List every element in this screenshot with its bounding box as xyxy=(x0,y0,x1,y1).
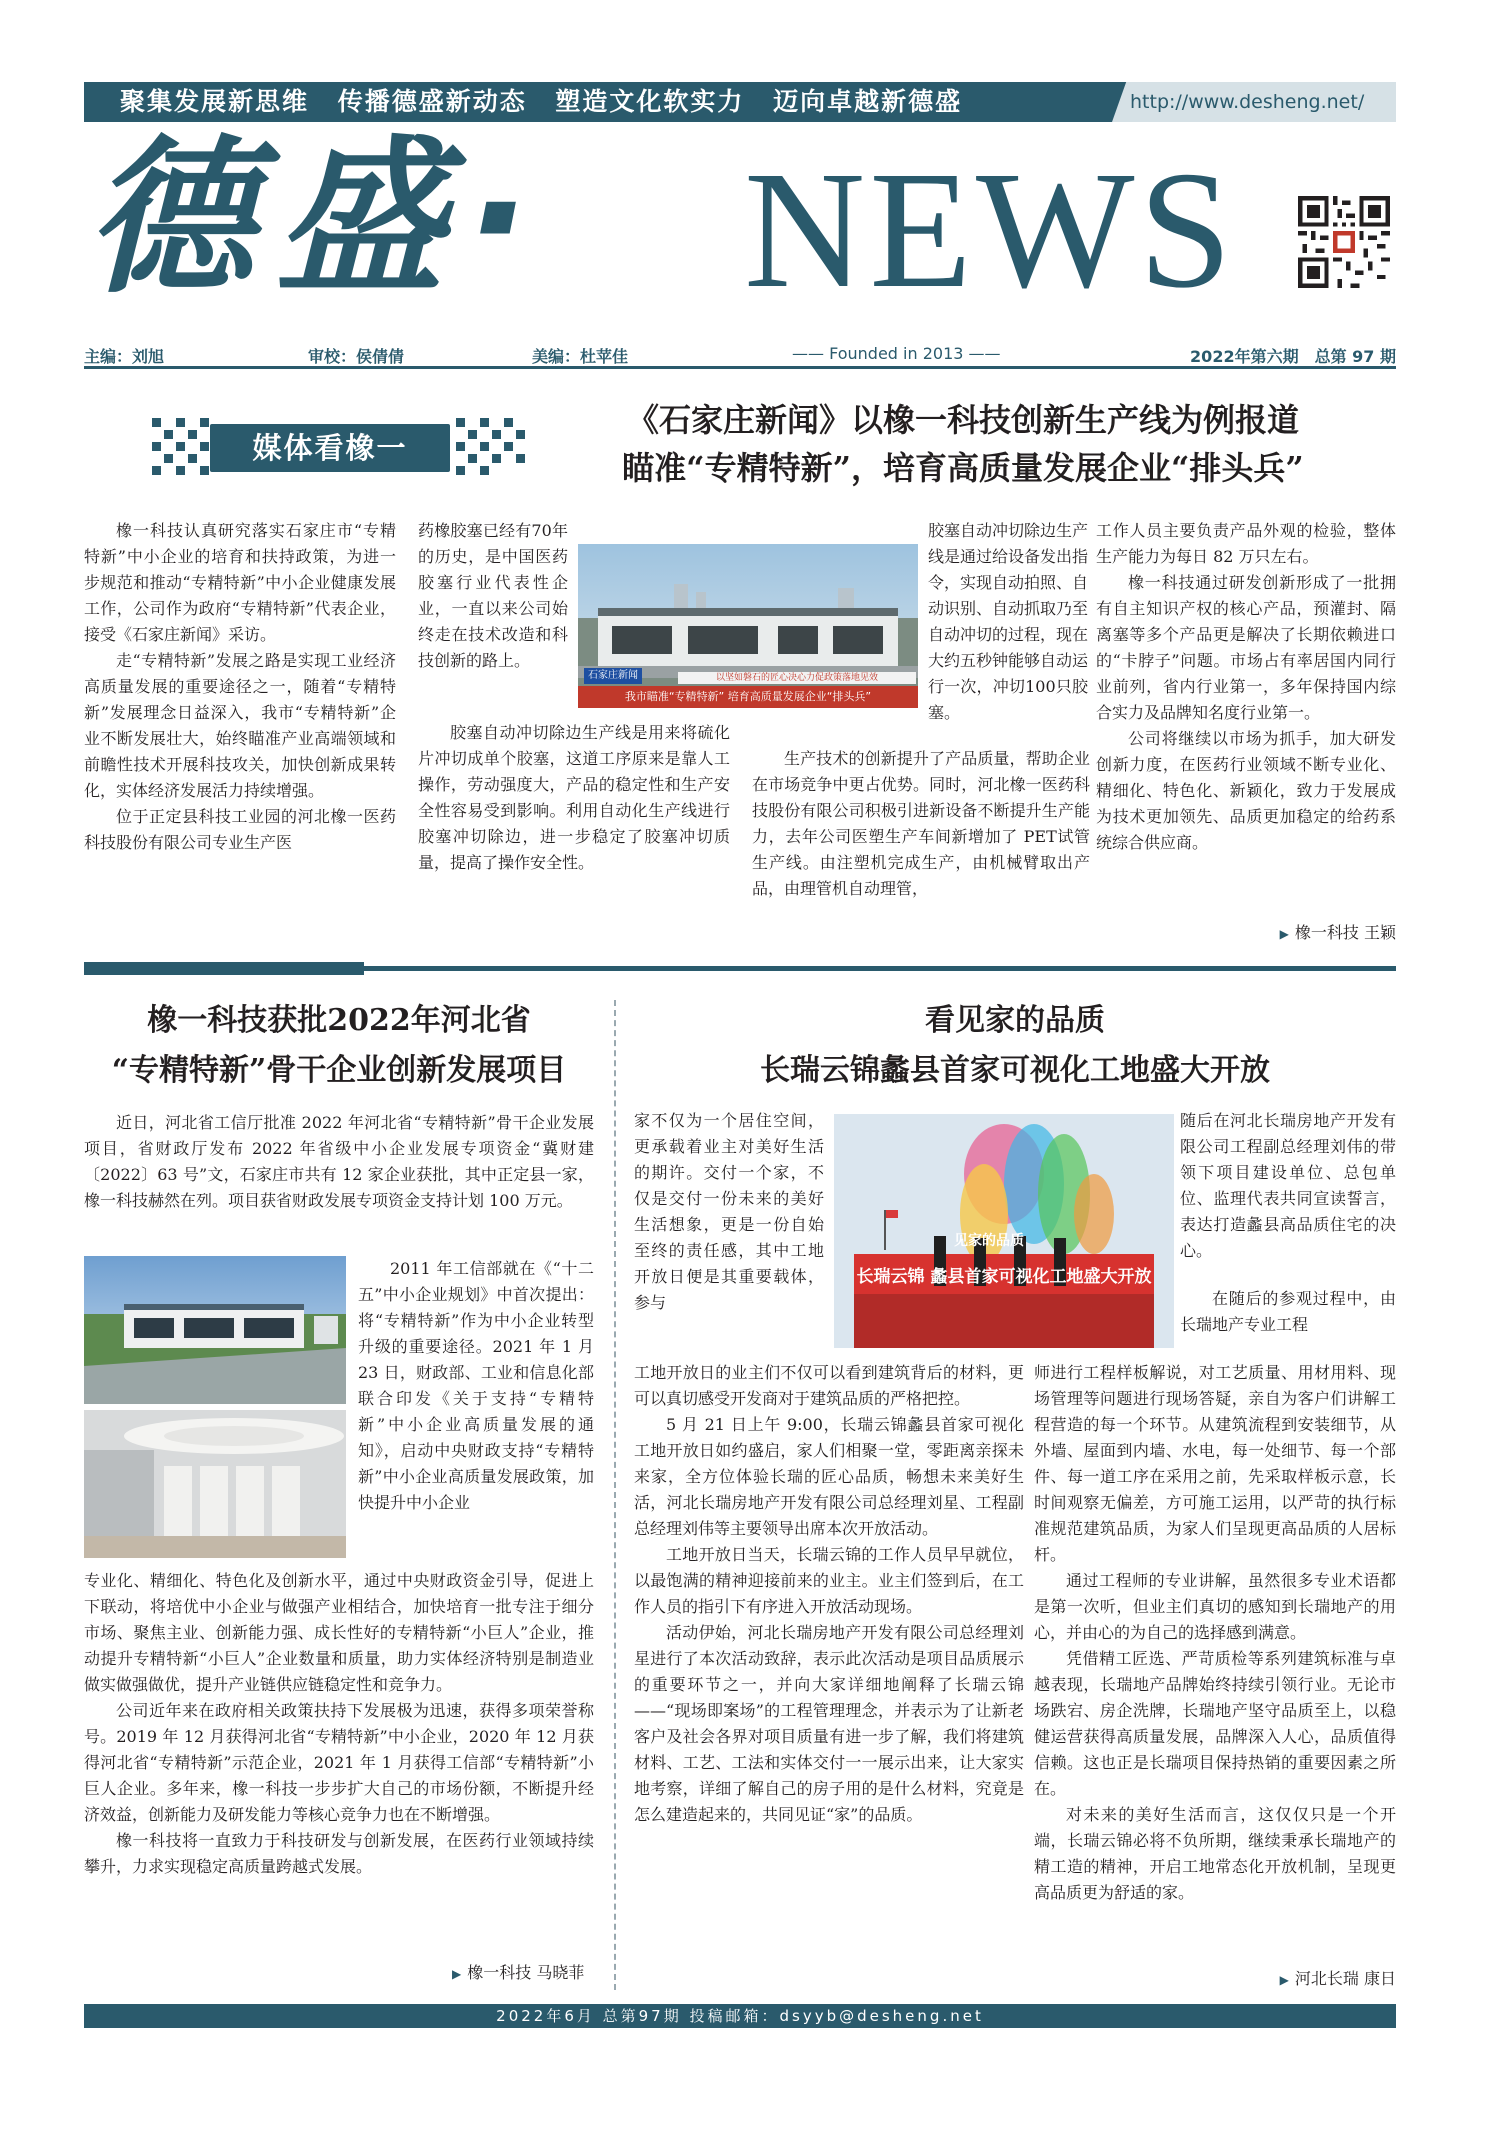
paragraph: 对未来的美好生活而言，这仅仅只是一个开端，长瑞云锦必将不负所期，继续秉承长瑞地产的精工造的精神，开启工地常态化开放机制，呈现更高品质更为舒适的家。 xyxy=(1034,1805,1396,1902)
paragraph: 橡一科技认真研究落实石家庄市“专精特新”中小企业的培育和扶持政策，为进一步规范和推动“专精特新”中小企业健康发展工作，公司作为政府“专精特新”代表企业，接受《石家庄新闻》采访。 xyxy=(84,521,396,644)
paragraph: 师进行工程样板解说，对工艺质量、用材用料、现场管理等问题进行现场答疑，亲自为客户们讲解工程营造的每一个环节。从建筑流程到安装细节，从外墙、屋面到内墙、水电，每一处细节、每一个部件、每一道工序在采用之前，先采取样板示意，长时间观察无偏差，方可施工运用，以严苛的执行标准规范建筑品质，为家人们呈现更高品质的人居标杆。 xyxy=(1034,1363,1396,1564)
paragraph: 活动伊始，河北长瑞房地产开发有限公司总经理刘星进行了本次活动致辞，表示此次活动是项目品质展示的重要环节之一，并向大家详细地阐释了长瑞云锦——“现场即案场”的工程管理理念，并表示为了让新老客户及社会各界对项目质量有进一步了解，我们将建筑材料、工艺、工法和实体交付一一展示出来，让大家实地考察，详细了解自己的房子用的是什么材料，究竟是怎么建造起来的，共同见证“家”的品质。 xyxy=(634,1623,1024,1824)
article1-col4 xyxy=(1096,518,1396,856)
article3-col2-mid xyxy=(1180,1286,1396,1338)
broadcast-ticker: 以坚如磐石的匠心决心力促政策落地见效 xyxy=(678,672,916,684)
paragraph: 工地开放日当天，长瑞云锦的工作人员早早就位，以最饱满的精神迎接前来的业主。业主们签到后，在工作人员的指引下有序进入开放活动现场。 xyxy=(634,1545,1024,1616)
article3-col2-top: 随后在河北长瑞房地产开发有限公司工程副总经理刘伟的带领下项目建设单位、总包单位、监理代表共同宣读誓言，表达打造蠡县高品质住宅的决心。 xyxy=(1180,1111,1396,1260)
banner-top-text: 见家的品质 xyxy=(954,1233,1024,1249)
triangle-icon: ▶ xyxy=(452,1967,462,1981)
showroom-illustration xyxy=(84,1410,346,1558)
byline-text: 橡一科技 马晓菲 xyxy=(467,1963,585,1982)
credits-line xyxy=(84,340,1396,366)
article2-intro xyxy=(84,1110,594,1214)
paragraph: 通过工程师的专业讲解，虽然很多专业术语都是第一次听，但业主们真切的感知到长瑞地产的用心，并由心的为自己的选择感到满意。 xyxy=(1034,1571,1396,1642)
paragraph: 2011 年工信部就在《“十二五”中小企业规划》中首次提出：将“专精特新”作为中小企业转型升级的重要途径。2021 年 1 月 23 日，财政部、工业和信息化部联合印发《关于支持“专精特新”中小企业高质量发展的通知》，启动中央财政支持“专精特新”中小企业高质量发展政策，加快提升中小企业 xyxy=(358,1259,594,1512)
article2-byline xyxy=(452,1960,584,1983)
paragraph: 橡一科技将一直致力于科技研发与创新发展，在医药行业领域持续攀升，力求实现稳定高质量跨越式发展。 xyxy=(84,1831,594,1876)
broadcast-logo: 石家庄新闻 xyxy=(584,668,642,684)
section-divider xyxy=(84,966,1396,971)
news-broadcast-photo xyxy=(578,544,918,708)
headline-line1: 橡一科技获批2022年河北省 xyxy=(147,1003,531,1038)
headline-line2: 瞄准“专精特新”，培育高质量发展企业“排头兵” xyxy=(622,449,1304,487)
article1-col2-top: 药橡胶塞已经有70年的历史，是中国医药胶塞行业代表性企业，一直以来公司始终走在技术改造和科技创新的路上。 xyxy=(418,521,568,670)
paragraph: 生产技术的创新提升了产品质量，帮助企业在市场竞争中更占优势。同时，河北橡一医药科技股份有限公司积极引进新设备不断提升生产能力，去年公司医塑生产车间新增加了 PET试管生产线。由注塑机完成生产，由机械臂取出产品，由理管机自动理管， xyxy=(752,749,1090,898)
paragraph: 走“专精特新”发展之路是实现工业经济高质量发展的重要途径之一，随着“专精特新”发展理念日益深入，我市“专精特新”企业不断发展壮大，始终瞄准产业高端领域和前瞻性技术开展科技攻关，加快创新成果转化，实体经济发展活力持续增强。 xyxy=(84,651,396,800)
slogan: 聚集发展新思维 传播德盛新动态 塑造文化软实力 迈向卓越新德盛 xyxy=(120,87,963,116)
article1-col2-bottom xyxy=(418,720,730,876)
editor-credit: 主编：刘旭 xyxy=(84,347,165,366)
paragraph: 位于正定县科技工业园的河北橡一医药科技股份有限公司专业生产医 xyxy=(84,807,396,852)
triangle-icon: ▶ xyxy=(1279,1973,1289,1987)
section-badge xyxy=(150,410,530,482)
article1-col3-top: 胶塞自动冲切除边生产线是通过给设备发出指令，实现自动拍照、自动识别、自动抓取乃至自动冲切的过程，现在大约五秒钟能够自动运行一次，冲切100只胶塞。 xyxy=(928,521,1089,722)
article1-col3-bottom xyxy=(752,746,1090,902)
article3-byline xyxy=(1280,1966,1396,1989)
issue-number: 2022年第六期 总第 97 期 xyxy=(1190,347,1396,366)
paragraph: 凭借精工匠选、严苛质检等系列建筑标准与卓越表现，长瑞地产品牌始终持续引领行业。无论市场跌宕、房企洗牌，长瑞地产坚守品质至上，以稳健运营获得高质量发展，品牌深入人心，品质值得信赖。这也正是长瑞项目保持热销的重要因素之所在。 xyxy=(1034,1649,1396,1798)
paragraph: 专业化、精细化、特色化及创新水平，通过中央财政资金引导，促进上下联动，将培优中小企业与做强产业相结合，加快培育一批专注于细分市场、聚焦主业、创新能力强、成长性好的专精特新“小巨人”企业，推动提升专精特新“小巨人”企业数量和质量，助力实体经济特别是制造业做实做强做优，提升产业链供应链稳定性和竞争力。 xyxy=(84,1571,594,1694)
founded-note: —— Founded in 2013 —— xyxy=(792,344,1001,363)
paragraph: 近日，河北省工信厅批准 2022 年河北省“专精特新”骨干企业发展项目，省财政厅发布 2022 年省级中小企业发展专项资金“冀财建〔2022〕63 号”文，石家庄市共有 12 家企业获批，其中正定县一家，橡一科技赫然在列。项目获省财政发展专项资金支持计划 100 万元。 xyxy=(84,1113,594,1210)
article1-byline xyxy=(1280,920,1396,943)
headline-line2: “专精特新”骨干企业创新发展项目 xyxy=(111,1053,567,1088)
byline-text: 橡一科技 王颖 xyxy=(1294,923,1396,942)
section1-headline xyxy=(548,396,1378,492)
paragraph: 胶塞自动冲切除边生产线是用来将硫化片冲切成单个胶塞，这道工序原来是靠人工操作，劳动强度大，产品的稳定性和生产安全性容易受到影响。利用自动化生产线进行胶塞冲切除边，进一步稳定了胶塞冲切质量，提高了操作安全性。 xyxy=(418,723,730,872)
article2-body xyxy=(84,1568,594,1880)
article2-para2-right xyxy=(358,1256,594,1516)
paragraph: 5 月 21 日上午 9:00，长瑞云锦蠡县首家可视化工地开放日如约盛启，家人们相聚一堂，零距离亲探未来家，全方位体验长瑞的匠心品质，畅想未来美好生活，河北长瑞房地产开发有限公司总经理刘星、工程副总经理刘伟等主要领导出席本次开放活动。 xyxy=(634,1415,1024,1538)
website-link[interactable]: http://www.desheng.net/ xyxy=(1130,91,1365,113)
designer-credit: 美编：杜苹佳 xyxy=(532,347,629,366)
paragraph: 橡一科技通过研发创新形成了一批拥有自主知识产权的核心产品，预灌封、隔离塞等多个产品更是解决了长期依赖进口的“卡脖子”问题。市场占有率居国内同行业前列，省内行业第一，多年保持国内综合实力及品牌知名度行业第一。 xyxy=(1096,573,1396,722)
headline-line1: 看见家的品质 xyxy=(925,1003,1105,1038)
headline-line2: 长瑞云锦蠡县首家可视化工地盛大开放 xyxy=(760,1053,1270,1088)
badge-label: 媒体看橡一 xyxy=(252,431,408,465)
triangle-icon: ▶ xyxy=(1279,927,1289,941)
article2-headline xyxy=(84,996,594,1096)
masthead-rule xyxy=(84,366,1396,369)
proofreader-credit: 审校：侯倩倩 xyxy=(308,347,405,366)
headline-line1: 《石家庄新闻》以橡一科技创新生产线为例报道 xyxy=(626,401,1299,439)
factory-aerial-photo xyxy=(84,1256,346,1404)
article3-col1-top: 家不仅为一个居住空间，更承载着业主对美好生活的期许。交付一个家，不仅是交付一份未来的美好生活想象，更是一份自始至终的责任感，其中工地开放日便是其重要载体，参与 xyxy=(634,1111,824,1312)
paragraph: 工地开放日的业主们不仅可以看到建筑背后的材料，更可以真切感受开发商对于建筑品质的严格把控。 xyxy=(634,1363,1024,1408)
paragraph: 公司将继续以市场为抓手，加大研发创新力度，在医药行业领域不断专业化、精细化、特色化、新颖化，致力于发展成为技术更加领先、品质更加稳定的给药系统综合供应商。 xyxy=(1096,729,1396,852)
article3-col1 xyxy=(634,1360,1024,1828)
column-divider xyxy=(614,1000,616,1990)
article1-col1 xyxy=(84,518,396,856)
article3-col2 xyxy=(1034,1360,1396,1906)
byline-text: 河北长瑞 康日 xyxy=(1294,1969,1396,1988)
masthead-chinese: 德盛· xyxy=(86,120,552,316)
masthead-news: NEWS xyxy=(744,137,1236,323)
footer-text: 2022年6月 总第97期 投稿邮箱：dsyyb@desheng.net xyxy=(496,2007,984,2025)
showroom-photo xyxy=(84,1410,346,1558)
ceremony-photo xyxy=(834,1114,1174,1348)
paragraph: 在随后的参观过程中，由长瑞地产专业工程 xyxy=(1180,1289,1396,1334)
factory-aerial-illustration xyxy=(84,1256,346,1404)
paragraph: 工作人员主要负责产品外观的检验，整体生产能力为每日 82 万只左右。 xyxy=(1096,521,1396,566)
article3-headline xyxy=(634,996,1396,1096)
qr-code xyxy=(1298,196,1390,288)
paragraph: 公司近年来在政府相关政策扶持下发展极为迅速，获得多项荣誉称号。2019 年 12 月获得河北省“专精特新”中小企业，2020 年 12 月获得河北省“专精特新”示范企业，2021 年 1 月获得工信部“专精特新”小巨人企业。多年来，橡一科技一步步扩大自己的市场份额，不断提升经济效益，创新能力及研发能力等核心竞争力也在不断增强。 xyxy=(84,1701,594,1824)
broadcast-caption: 我市瞄准“专精特新” 培育高质量发展企业“排头兵” xyxy=(578,686,918,708)
banner-main-text: 长瑞云锦 蠡县首家可视化工地盛大开放 xyxy=(856,1267,1152,1287)
